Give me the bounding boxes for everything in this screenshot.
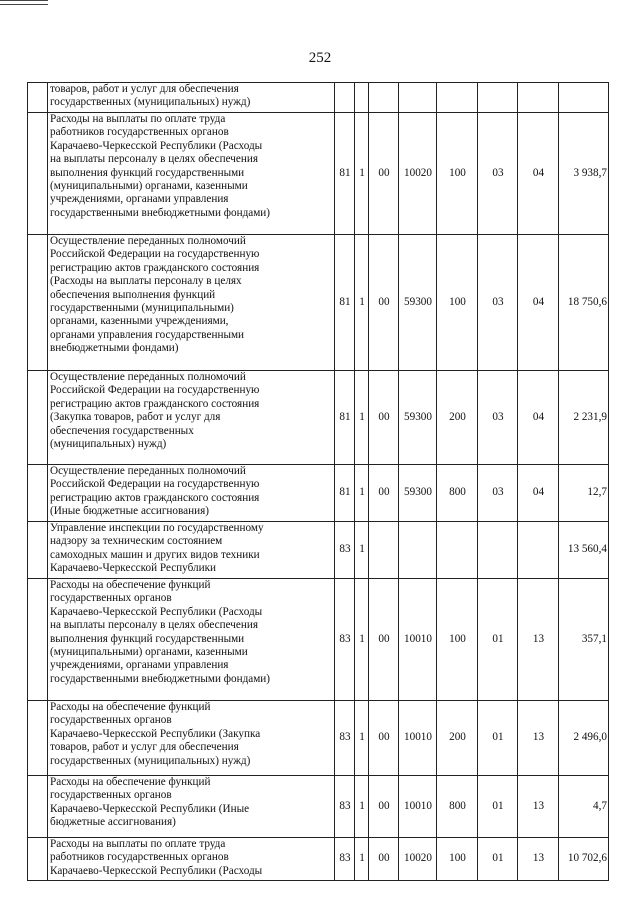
row-name-line: государственными (муниципальными) bbox=[50, 302, 234, 315]
row-code-cell: 100 bbox=[437, 838, 478, 881]
row-name-line: Расходы на обеспечение функций bbox=[50, 579, 211, 591]
row-code-cell: 00 bbox=[369, 371, 399, 465]
row-name-cell bbox=[48, 776, 335, 838]
table-row bbox=[28, 235, 609, 371]
row-code-cell: 1 bbox=[355, 465, 369, 522]
row-sum-cell: 2 496,0 bbox=[559, 701, 609, 776]
row-name-line: работников государственных органов bbox=[50, 851, 229, 864]
row-code-cell: 1 bbox=[355, 235, 369, 371]
row-name-line: работников государственных органов bbox=[50, 126, 229, 139]
row-margin-cell bbox=[28, 579, 48, 701]
row-name-line: товаров, работ и услуг для обеспечения bbox=[50, 741, 239, 754]
row-name-line: Осуществление переданных полномочий bbox=[50, 371, 246, 383]
row-name-line: товаров, работ и услуг для обеспечения bbox=[50, 83, 239, 95]
row-name-line: Управление инспекции по государственному bbox=[50, 522, 264, 534]
row-code-cell: 00 bbox=[369, 838, 399, 881]
row-code-cell bbox=[399, 83, 437, 113]
row-name-line: государственными внебюджетными фондами) bbox=[50, 206, 271, 219]
row-code-cell: 800 bbox=[437, 776, 478, 838]
row-code-cell: 1 bbox=[355, 579, 369, 701]
row-name-line: Карачаево-Черкесской Республики (Расходы bbox=[50, 605, 263, 618]
row-sum-cell: 357,1 bbox=[559, 579, 609, 701]
table-row bbox=[28, 776, 609, 838]
row-code-cell: 1 bbox=[355, 371, 369, 465]
row-margin-cell bbox=[28, 371, 48, 465]
row-margin-cell bbox=[28, 701, 48, 776]
row-name-line: обеспечения выполнения функций bbox=[50, 288, 216, 301]
row-code-cell: 00 bbox=[369, 776, 399, 838]
row-code-cell: 01 bbox=[478, 701, 518, 776]
row-name-line: Расходы на обеспечение функций bbox=[50, 701, 211, 713]
row-name-line: государственными внебюджетными фондами) bbox=[50, 672, 271, 685]
row-code-cell: 83 bbox=[335, 776, 355, 838]
row-name-line: Российской Федерации на государственную bbox=[50, 478, 260, 491]
row-code-cell bbox=[437, 83, 478, 113]
table-row bbox=[28, 838, 609, 881]
row-code-cell: 04 bbox=[518, 235, 559, 371]
row-name-cell bbox=[48, 701, 335, 776]
row-code-cell: 10010 bbox=[399, 776, 437, 838]
row-name-cell bbox=[48, 113, 335, 235]
row-name-line: регистрацию актов гражданского состояния bbox=[50, 397, 260, 410]
row-code-cell: 200 bbox=[437, 701, 478, 776]
row-sum-cell: 18 750,6 bbox=[559, 235, 609, 371]
budget-table bbox=[27, 82, 609, 881]
row-code-cell: 04 bbox=[518, 465, 559, 522]
row-name-line: Расходы на выплаты по оплате труда bbox=[50, 113, 226, 125]
row-code-cell: 83 bbox=[335, 838, 355, 881]
row-name-line: внебюджетными фондами) bbox=[50, 342, 179, 355]
row-code-cell: 1 bbox=[355, 776, 369, 838]
row-name-line: Российской Федерации на государственную bbox=[50, 384, 260, 397]
row-name-line: Карачаево-Черкесской Республики (Иные bbox=[50, 802, 250, 815]
row-code-cell: 01 bbox=[478, 579, 518, 701]
table-row bbox=[28, 522, 609, 579]
row-code-cell: 00 bbox=[369, 113, 399, 235]
row-name-line: Расходы на выплаты по оплате труда bbox=[50, 838, 226, 850]
row-name-line: выполнения функций государственными bbox=[50, 166, 245, 179]
table-row bbox=[28, 371, 609, 465]
page-number: 252 bbox=[308, 50, 332, 66]
row-code-cell: 04 bbox=[518, 113, 559, 235]
row-code-cell bbox=[437, 522, 478, 579]
table-row bbox=[28, 83, 609, 113]
row-margin-cell bbox=[28, 235, 48, 371]
row-name-line: Осуществление переданных полномочий bbox=[50, 465, 246, 477]
row-name-cell bbox=[48, 579, 335, 701]
row-margin-cell bbox=[28, 83, 48, 113]
row-margin-cell bbox=[28, 776, 48, 838]
row-code-cell: 13 bbox=[518, 701, 559, 776]
row-code-cell bbox=[478, 83, 518, 113]
row-name-line: государственных органов bbox=[50, 592, 172, 605]
row-name-cell bbox=[48, 235, 335, 371]
row-code-cell: 03 bbox=[478, 113, 518, 235]
row-code-cell: 10010 bbox=[399, 579, 437, 701]
row-code-cell: 13 bbox=[518, 838, 559, 881]
row-name-line: Осуществление переданных полномочий bbox=[50, 235, 246, 247]
row-name-cell bbox=[48, 371, 335, 465]
row-code-cell: 100 bbox=[437, 579, 478, 701]
row-name-line: (муниципальными) органами, казенными bbox=[50, 646, 248, 659]
row-name-line: обеспечения государственных bbox=[50, 424, 194, 437]
row-name-cell bbox=[48, 83, 335, 113]
row-code-cell: 83 bbox=[335, 522, 355, 579]
row-code-cell: 59300 bbox=[399, 465, 437, 522]
row-code-cell: 00 bbox=[369, 465, 399, 522]
row-name-line: Карачаево-Черкесской Республики bbox=[50, 562, 217, 575]
row-code-cell: 00 bbox=[369, 579, 399, 701]
table-body bbox=[28, 83, 609, 881]
row-sum-cell: 2 231,9 bbox=[559, 371, 609, 465]
row-name-line: Карачаево-Черкесской Республики (Расходы bbox=[50, 864, 263, 877]
row-code-cell: 13 bbox=[518, 579, 559, 701]
row-name-line: учреждениями, органами управления bbox=[50, 193, 229, 206]
row-name-line: государственных (муниципальных) нужд) bbox=[50, 96, 251, 109]
row-name-line: надзору за техническим состоянием bbox=[50, 535, 223, 548]
row-name-line: государственных органов bbox=[50, 789, 172, 802]
table-row bbox=[28, 579, 609, 701]
row-code-cell: 81 bbox=[335, 235, 355, 371]
row-name-line: Расходы на обеспечение функций bbox=[50, 776, 211, 788]
row-name-line: органами, казенными учреждениями, bbox=[50, 315, 229, 328]
row-code-cell: 100 bbox=[437, 113, 478, 235]
row-name-line: (Иные бюджетные ассигнования) bbox=[50, 505, 209, 518]
row-code-cell: 01 bbox=[478, 776, 518, 838]
row-name-line: на выплаты персоналу в целях обеспечения bbox=[50, 153, 259, 166]
row-code-cell bbox=[518, 83, 559, 113]
row-code-cell: 10020 bbox=[399, 113, 437, 235]
row-code-cell bbox=[355, 83, 369, 113]
row-code-cell: 13 bbox=[518, 776, 559, 838]
row-code-cell: 83 bbox=[335, 701, 355, 776]
row-code-cell: 81 bbox=[335, 465, 355, 522]
row-name-line: учреждениями, органами управления bbox=[50, 659, 229, 672]
row-code-cell: 04 bbox=[518, 371, 559, 465]
row-name-line: Карачаево-Черкесской Республики (Расходы bbox=[50, 139, 263, 152]
row-name-line: государственных (муниципальных) нужд) bbox=[50, 754, 251, 767]
row-code-cell: 800 bbox=[437, 465, 478, 522]
table-row bbox=[28, 701, 609, 776]
row-code-cell: 03 bbox=[478, 465, 518, 522]
row-name-line: государственных органов bbox=[50, 714, 172, 727]
row-margin-cell bbox=[28, 465, 48, 522]
row-name-cell bbox=[48, 465, 335, 522]
row-code-cell: 10020 bbox=[399, 838, 437, 881]
row-code-cell: 1 bbox=[355, 838, 369, 881]
row-sum-cell: 12,7 bbox=[559, 465, 609, 522]
row-margin-cell bbox=[28, 113, 48, 235]
row-margin-cell bbox=[28, 838, 48, 881]
table-row bbox=[28, 465, 609, 522]
row-name-line: выполнения функций государственными bbox=[50, 632, 245, 645]
row-name-line: Российской Федерации на государственную bbox=[50, 248, 260, 261]
row-code-cell: 10010 bbox=[399, 701, 437, 776]
row-code-cell bbox=[369, 522, 399, 579]
row-name-line: бюджетные ассигнования) bbox=[50, 816, 176, 829]
row-name-line: (муниципальными) органами, казенными bbox=[50, 180, 248, 193]
row-code-cell: 03 bbox=[478, 235, 518, 371]
row-code-cell bbox=[369, 83, 399, 113]
row-sum-cell: 10 702,6 bbox=[559, 838, 609, 881]
row-code-cell bbox=[478, 522, 518, 579]
row-name-cell bbox=[48, 522, 335, 579]
row-sum-cell: 13 560,4 bbox=[559, 522, 609, 579]
row-name-line: регистрацию актов гражданского состояния bbox=[50, 261, 260, 274]
row-code-cell: 01 bbox=[478, 838, 518, 881]
row-name-line: на выплаты персоналу в целях обеспечения bbox=[50, 619, 259, 632]
row-name-line: регистрацию актов гражданского состояния bbox=[50, 491, 260, 504]
table-row bbox=[28, 113, 609, 235]
row-name-line: Карачаево-Черкесской Республики (Закупка bbox=[50, 727, 261, 740]
row-code-cell: 00 bbox=[369, 235, 399, 371]
row-sum-cell: 4,7 bbox=[559, 776, 609, 838]
row-code-cell: 100 bbox=[437, 235, 478, 371]
row-code-cell bbox=[518, 522, 559, 579]
row-code-cell: 200 bbox=[437, 371, 478, 465]
row-code-cell: 00 bbox=[369, 701, 399, 776]
row-code-cell: 59300 bbox=[399, 235, 437, 371]
row-name-line: самоходных машин и других видов техники bbox=[50, 548, 260, 561]
row-code-cell: 59300 bbox=[399, 371, 437, 465]
corner-mark bbox=[0, 0, 48, 5]
row-code-cell: 1 bbox=[355, 701, 369, 776]
row-code-cell: 03 bbox=[478, 371, 518, 465]
row-code-cell: 1 bbox=[355, 113, 369, 235]
row-code-cell: 83 bbox=[335, 579, 355, 701]
row-margin-cell bbox=[28, 522, 48, 579]
row-code-cell bbox=[335, 83, 355, 113]
row-sum-cell bbox=[559, 83, 609, 113]
row-name-line: (Закупка товаров, работ и услуг для bbox=[50, 411, 221, 424]
row-code-cell: 81 bbox=[335, 113, 355, 235]
row-code-cell: 1 bbox=[355, 522, 369, 579]
row-name-line: (муниципальных) нужд) bbox=[50, 438, 167, 451]
row-code-cell bbox=[399, 522, 437, 579]
row-name-line: органами управления государственными bbox=[50, 328, 245, 341]
row-sum-cell: 3 938,7 bbox=[559, 113, 609, 235]
row-code-cell: 81 bbox=[335, 371, 355, 465]
row-name-cell bbox=[48, 838, 335, 881]
row-name-line: (Расходы на выплаты персоналу в целях bbox=[50, 275, 242, 288]
